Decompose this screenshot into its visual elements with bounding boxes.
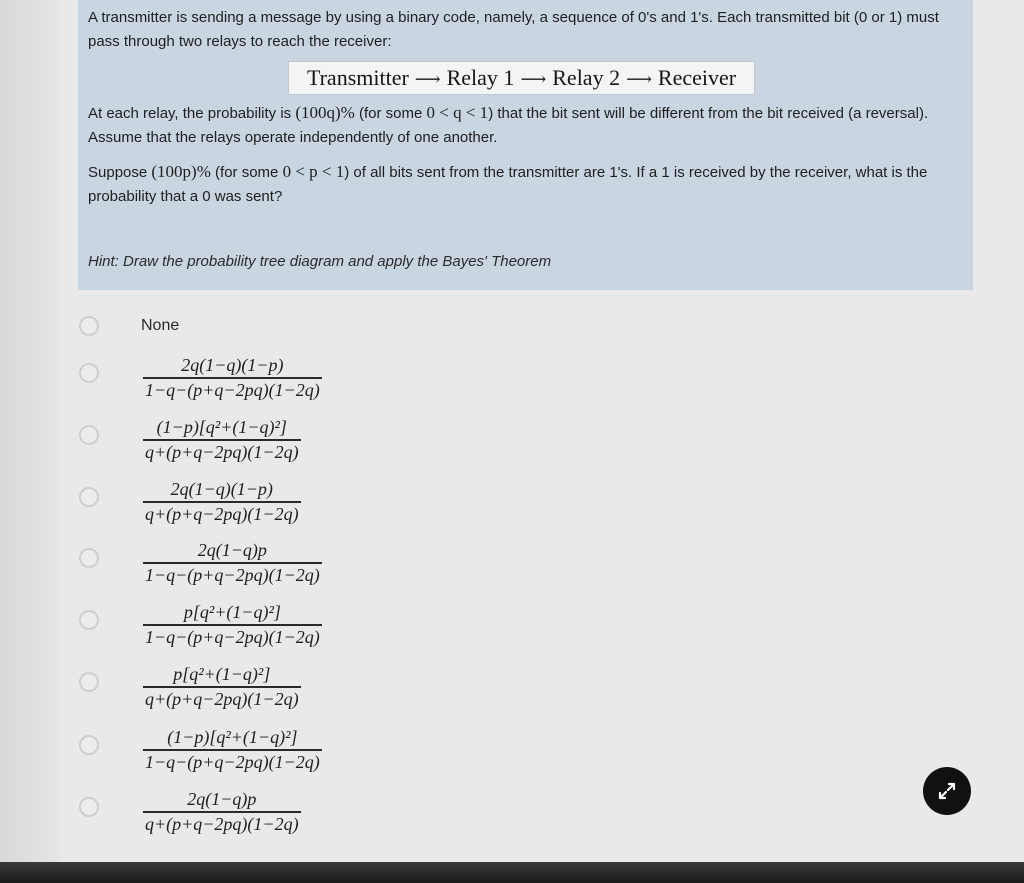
math-fragment: (100p)% — [151, 162, 211, 181]
answer-option-8[interactable] — [0, 787, 700, 845]
bottom-bezel — [0, 862, 1024, 883]
option-fraction — [143, 355, 322, 401]
answer-option-6[interactable] — [0, 662, 700, 720]
answer-option-1[interactable] — [0, 353, 700, 411]
hint-text: Hint: Draw the probability tree diagram and apply the Bayes' Theorem — [88, 253, 552, 270]
radio-button[interactable] — [79, 735, 99, 755]
fraction-numerator: p[q²+(1−q)²] — [183, 602, 281, 622]
fraction-numerator: 2q(1−q)(1−p) — [170, 479, 273, 499]
question-prompt — [88, 160, 968, 209]
text-fragment: ) of all bits sent from the transmitter are 1's. If a 1 is received by the receiver, what is the probability that a 0 was sent? — [88, 164, 928, 205]
chain-receiver: Receiver — [657, 65, 737, 90]
radio-button[interactable] — [79, 425, 99, 445]
option-fraction — [143, 479, 301, 525]
arrow-icon: ⟶ — [414, 69, 441, 89]
option-fraction — [143, 417, 301, 463]
answer-option-2[interactable] — [0, 415, 700, 473]
radio-button[interactable] — [79, 487, 99, 507]
chain-transmitter: Transmitter — [306, 65, 409, 90]
answer-option-7[interactable] — [0, 725, 700, 783]
arrow-icon: ⟶ — [626, 69, 652, 89]
radio-button[interactable] — [79, 672, 99, 692]
math-fragment: (100q)% — [295, 103, 355, 122]
answer-option-5[interactable] — [0, 600, 700, 658]
option-fraction — [143, 602, 322, 648]
answer-option-3[interactable] — [0, 477, 700, 535]
text-fragment: (for some — [354, 105, 427, 122]
fraction-numerator: 2q(1−q)(1−p) — [181, 355, 284, 375]
fraction-numerator: 2q(1−q)p — [187, 789, 257, 809]
option-fraction — [143, 727, 322, 773]
fraction-denominator: 1−q−(p+q−2pq)(1−2q) — [145, 379, 320, 400]
option-fraction — [143, 664, 301, 710]
chain-relay-1: Relay 1 — [446, 65, 515, 90]
radio-button[interactable] — [79, 548, 99, 568]
fraction-denominator: 1−q−(p+q−2pq)(1−2q) — [145, 626, 320, 647]
fraction-numerator: 2q(1−q)p — [197, 540, 267, 560]
expand-icon — [937, 781, 957, 801]
fraction-numerator: p[q²+(1−q)²] — [173, 664, 271, 684]
text-fragment: At each relay, the probability is — [88, 105, 296, 122]
fraction-denominator: q+(p+q−2pq)(1−2q) — [145, 441, 299, 462]
fraction-denominator: 1−q−(p+q−2pq)(1−2q) — [145, 751, 320, 772]
question-card — [78, 0, 973, 290]
text-fragment: (for some — [210, 164, 283, 181]
option-fraction — [143, 540, 322, 586]
radio-button[interactable] — [79, 363, 99, 383]
option-label: None — [141, 317, 180, 334]
expand-button[interactable] — [923, 767, 971, 815]
fraction-denominator: q+(p+q−2pq)(1−2q) — [145, 688, 299, 709]
fraction-numerator: (1−p)[q²+(1−q)²] — [156, 417, 287, 437]
fraction-denominator: 1−q−(p+q−2pq)(1−2q) — [145, 564, 320, 585]
fraction-denominator: q+(p+q−2pq)(1−2q) — [145, 503, 299, 524]
chain-relay-2: Relay 2 — [552, 65, 621, 90]
arrow-icon: ⟶ — [520, 69, 547, 89]
radio-button[interactable] — [79, 610, 99, 630]
relay-chain — [288, 61, 755, 95]
text-fragment: ) that the bit sent will be different from the bit received (a reversal). Assume that the relays operate independently of one another. — [88, 105, 929, 146]
radio-button[interactable] — [79, 316, 99, 336]
fraction-numerator: (1−p)[q²+(1−q)²] — [167, 727, 298, 747]
question-intro: A transmitter is sending a message by using a binary code, namely, a sequence of 0's and 1's. Each transmitted bit (0 or 1) must pass through two relays to reach the receiver: — [88, 9, 939, 50]
text-fragment: Suppose — [88, 164, 152, 181]
radio-button[interactable] — [79, 797, 99, 817]
relay-probability-text — [88, 101, 968, 150]
option-fraction — [143, 789, 301, 835]
math-fragment: 0 < q < 1 — [426, 103, 489, 122]
answer-option-4[interactable] — [0, 538, 700, 596]
math-fragment: 0 < p < 1 — [282, 162, 345, 181]
fraction-denominator: q+(p+q−2pq)(1−2q) — [145, 813, 299, 834]
